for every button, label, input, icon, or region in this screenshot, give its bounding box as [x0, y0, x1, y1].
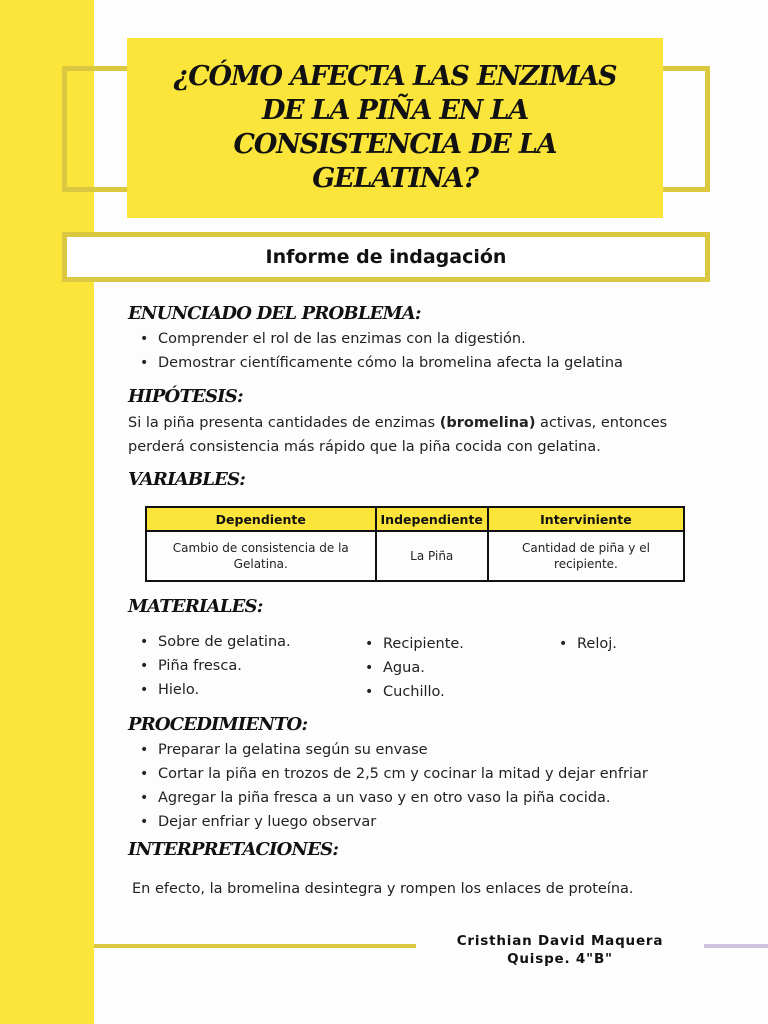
- page-subtitle: Informe de indagación: [265, 246, 507, 268]
- interpretaciones-text: En efecto, la bromelina desintegra y rompen los enlaces de proteína.: [132, 881, 634, 897]
- list-item: • Agua.: [383, 656, 464, 680]
- materiales-list-col2: [353, 632, 464, 704]
- table-cell: Cambio de consistencia de la Gelatina.: [146, 531, 376, 581]
- list-item: • Piña fresca.: [158, 654, 291, 678]
- list-item: • Reloj.: [577, 632, 617, 656]
- hipotesis-text-after: activas, entonces perderá consistencia más rápido que la piña cocida con gelatina.: [128, 415, 668, 455]
- list-item: • Sobre de gelatina.: [158, 630, 291, 654]
- table-cell: Cantidad de piña y el recipiente.: [488, 531, 684, 581]
- heading-hipotesis: HIPÓTESIS:: [128, 386, 243, 407]
- list-item: • Comprender el rol de las enzimas con la digestión.: [158, 327, 623, 351]
- title-box: [127, 38, 663, 218]
- hipotesis-text-before: Si la piña presenta cantidades de enzimas: [128, 415, 440, 431]
- footer-divider-lilac: [704, 944, 768, 948]
- author-line-2: Quispe. 4"B": [507, 951, 613, 967]
- list-item: • Preparar la gelatina según su envase: [158, 738, 648, 762]
- list-item: • Cuchillo.: [383, 680, 464, 704]
- variables-table: [145, 506, 685, 582]
- table-header-row: [146, 507, 684, 531]
- list-item: • Demostrar científicamente cómo la bromelina afecta la gelatina: [158, 351, 623, 375]
- list-item: • Recipiente.: [383, 632, 464, 656]
- author-signature: [430, 932, 690, 968]
- list-item: • Hielo.: [158, 678, 291, 702]
- heading-interpretaciones: INTERPRETACIONES:: [128, 839, 339, 860]
- materiales-list-col1: [128, 630, 291, 702]
- hipotesis-text-bold: (bromelina): [439, 415, 536, 431]
- heading-procedimiento: PROCEDIMIENTO:: [128, 714, 308, 735]
- table-cell: La Piña: [376, 531, 488, 581]
- column-header: Dependiente: [146, 507, 376, 531]
- column-header: Interviniente: [488, 507, 684, 531]
- hipotesis-text: [128, 411, 708, 459]
- table-row: [146, 531, 684, 581]
- heading-variables: VARIABLES:: [128, 469, 246, 490]
- column-header: Independiente: [376, 507, 488, 531]
- heading-problema: ENUNCIADO DEL PROBLEMA:: [128, 303, 421, 324]
- author-line-1: Cristhian David Maquera: [456, 933, 664, 949]
- subtitle-box: [62, 232, 710, 282]
- procedimiento-list: [128, 738, 648, 834]
- list-item: • Agregar la piña fresca a un vaso y en otro vaso la piña cocida.: [158, 786, 648, 810]
- footer-divider-yellow: [94, 944, 416, 948]
- page-title: ¿CÓMO AFECTA LAS ENZIMAS DE LA PIÑA EN LA CONSISTENCIA DE LA GELATINA?: [173, 61, 617, 194]
- problema-list: [128, 327, 623, 375]
- list-item: • Dejar enfriar y luego observar: [158, 810, 648, 834]
- materiales-list-col3: [547, 632, 617, 656]
- list-item: • Cortar la piña en trozos de 2,5 cm y cocinar la mitad y dejar enfriar: [158, 762, 648, 786]
- heading-materiales: MATERIALES:: [128, 596, 263, 617]
